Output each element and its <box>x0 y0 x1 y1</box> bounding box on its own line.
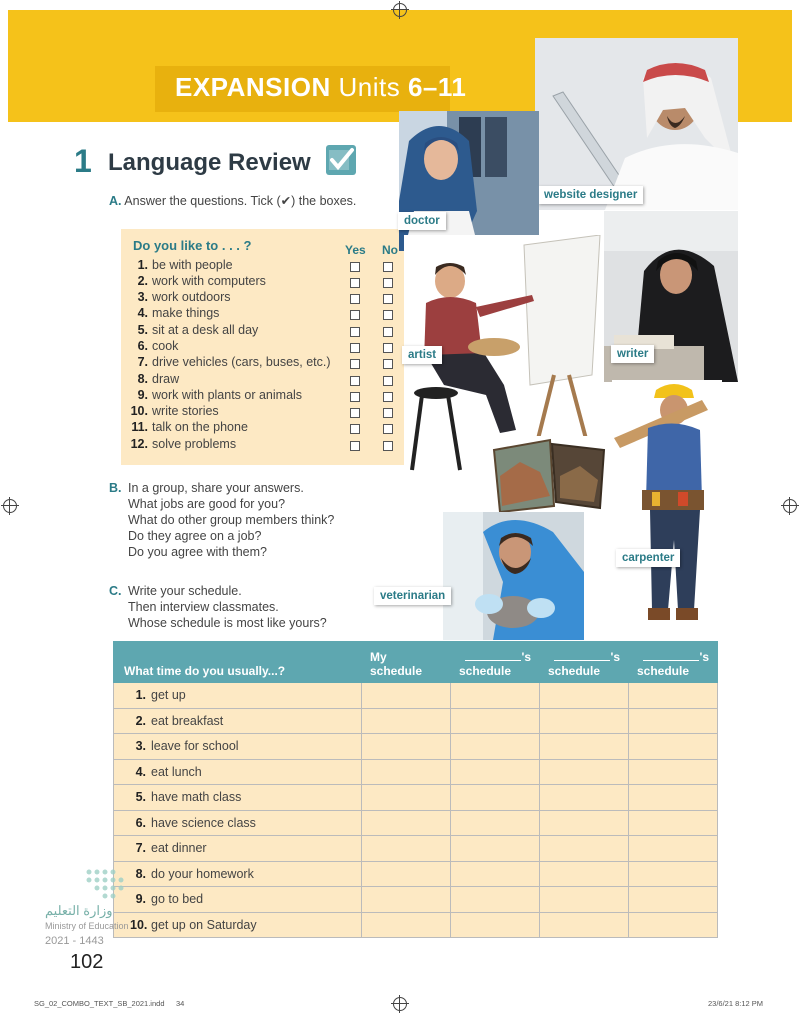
registration-mark-icon <box>393 3 407 17</box>
schedule-cell[interactable] <box>451 759 540 785</box>
item-text: work outdoors <box>152 290 231 304</box>
no-checkbox[interactable] <box>383 392 393 402</box>
item-text: sit at a desk all day <box>152 323 259 337</box>
website-designer-label: website designer <box>538 186 643 204</box>
row-number: 6. <box>135 815 146 830</box>
footer-file-page: 34 <box>176 999 185 1008</box>
yes-checkbox[interactable] <box>350 441 360 451</box>
classmate-schedule-header <box>451 642 540 683</box>
activity-text: eat dinner <box>151 841 207 856</box>
website-designer-photo <box>535 38 738 210</box>
schedule-cell[interactable] <box>629 683 718 709</box>
schedule-cell[interactable] <box>629 810 718 836</box>
part-a-letter: A. <box>109 194 122 208</box>
yes-checkbox[interactable] <box>350 327 360 337</box>
schedule-cell[interactable] <box>540 887 629 913</box>
row-number: 4. <box>135 764 146 779</box>
writer-label: writer <box>611 345 654 363</box>
no-checkbox[interactable] <box>383 441 393 451</box>
item-text: work with computers <box>152 274 266 288</box>
item-number: 12. <box>130 437 148 451</box>
schedule-cell[interactable] <box>362 734 451 760</box>
activity-cell <box>114 683 362 709</box>
yes-checkbox[interactable] <box>350 376 360 386</box>
possessive-suffix: 's <box>699 650 709 664</box>
schedule-cell[interactable] <box>540 683 629 709</box>
schedule-cell[interactable] <box>451 785 540 811</box>
schedule-cell[interactable] <box>451 912 540 938</box>
veterinarian-photo <box>443 512 584 640</box>
activity-cell <box>114 887 362 913</box>
carpenter-label: carpenter <box>616 549 680 567</box>
schedule-cell[interactable] <box>362 810 451 836</box>
schedule-cell[interactable] <box>629 708 718 734</box>
yes-checkbox[interactable] <box>350 359 360 369</box>
part-c-letter: C. <box>109 584 122 598</box>
classmate-schedule-header <box>540 642 629 683</box>
activity-cell <box>114 785 362 811</box>
item-number: 11. <box>131 420 148 434</box>
schedule-cell[interactable] <box>629 836 718 862</box>
schedule-cell[interactable] <box>629 759 718 785</box>
row-number: 7. <box>135 841 146 856</box>
schedule-label: schedule <box>637 664 690 678</box>
schedule-cell[interactable] <box>362 708 451 734</box>
no-checkbox[interactable] <box>383 262 393 272</box>
registration-mark-icon <box>3 499 17 513</box>
footer-file-name: SG_02_COMBO_TEXT_SB_2021.indd <box>34 999 165 1008</box>
schedule-cell[interactable] <box>540 785 629 811</box>
schedule-cell[interactable] <box>362 887 451 913</box>
yes-checkbox[interactable] <box>350 294 360 304</box>
likes-title: Do you like to . . . ? <box>133 238 252 253</box>
item-number: 3. <box>137 290 148 304</box>
activity-text: eat breakfast <box>151 713 224 728</box>
table-row <box>114 810 718 836</box>
schedule-cell[interactable] <box>629 734 718 760</box>
title-range: 6–11 <box>407 72 467 102</box>
ministry-year: 2021 - 1443 <box>45 935 104 947</box>
item-number: 2. <box>137 274 148 288</box>
schedule-cell[interactable] <box>451 734 540 760</box>
table-header-row <box>114 642 718 683</box>
schedule-cell[interactable] <box>540 759 629 785</box>
item-text: solve problems <box>152 437 237 451</box>
my-schedule-header <box>362 642 451 683</box>
activity-cell <box>114 861 362 887</box>
yes-checkbox[interactable] <box>350 278 360 288</box>
part-c-line: Whose schedule is most like yours? <box>128 616 327 630</box>
activity-text: have math class <box>151 790 242 805</box>
part-c-instruction <box>109 583 327 631</box>
footer-date-time: 23/6/21 8:12 PM <box>708 999 764 1008</box>
schedule-cell[interactable] <box>629 861 718 887</box>
part-b-line: What jobs are good for you? <box>128 497 286 511</box>
schedule-cell[interactable] <box>540 836 629 862</box>
no-checkbox[interactable] <box>383 278 393 288</box>
yes-checkbox[interactable] <box>350 392 360 402</box>
list-item <box>130 372 400 388</box>
list-item <box>130 274 400 290</box>
title-prefix: EXPANSION <box>175 72 331 102</box>
table-row <box>114 887 718 913</box>
row-number: 3. <box>135 739 146 754</box>
item-text: make things <box>152 306 220 320</box>
table-row <box>114 708 718 734</box>
name-blank[interactable] <box>554 649 610 661</box>
yes-checkbox[interactable] <box>350 310 360 320</box>
schedule-cell[interactable] <box>540 708 629 734</box>
part-b-line: What do other group members think? <box>128 513 335 527</box>
item-number: 5. <box>137 323 148 337</box>
row-number: 5. <box>135 790 146 805</box>
row-number: 8. <box>135 866 146 881</box>
list-item <box>130 339 400 355</box>
my-label: My <box>370 650 387 664</box>
yes-checkbox[interactable] <box>350 262 360 272</box>
item-text: work with plants or animals <box>152 388 303 402</box>
possessive-suffix: 's <box>610 650 620 664</box>
schedule-cell[interactable] <box>629 912 718 938</box>
schedule-cell[interactable] <box>362 683 451 709</box>
part-b-instruction <box>109 480 334 560</box>
doctor-photo <box>399 111 539 251</box>
paintings-photo <box>490 436 608 514</box>
list-item <box>130 404 400 420</box>
no-checkbox[interactable] <box>383 294 393 304</box>
item-number: 8. <box>137 372 148 386</box>
item-text: talk on the phone <box>152 420 248 434</box>
no-checkbox[interactable] <box>383 424 393 434</box>
schedule-cell[interactable] <box>451 810 540 836</box>
item-number: 6. <box>137 339 148 353</box>
row-number: 2. <box>135 713 146 728</box>
list-item <box>130 290 400 306</box>
activity-cell <box>114 759 362 785</box>
part-a-instruction <box>109 193 356 209</box>
page-number: 102 <box>70 951 104 973</box>
schedule-cell[interactable] <box>451 861 540 887</box>
schedule-cell[interactable] <box>362 759 451 785</box>
table-row <box>114 759 718 785</box>
name-blank[interactable] <box>643 649 699 661</box>
section-title: Language Review <box>108 149 311 176</box>
row-number: 1. <box>135 688 146 703</box>
schedule-cell[interactable] <box>540 912 629 938</box>
item-text: write stories <box>152 404 219 418</box>
no-checkbox[interactable] <box>383 343 393 353</box>
item-text: be with people <box>152 258 233 272</box>
item-number: 4. <box>137 306 148 320</box>
item-number: 9. <box>137 388 148 402</box>
schedule-cell[interactable] <box>540 861 629 887</box>
schedule-cell[interactable] <box>451 836 540 862</box>
yes-checkbox[interactable] <box>350 424 360 434</box>
no-checkbox[interactable] <box>383 310 393 320</box>
check-icon <box>326 145 356 175</box>
registration-mark-icon <box>393 997 407 1011</box>
schedule-cell[interactable] <box>451 708 540 734</box>
schedule-label: schedule <box>370 664 423 678</box>
activity-text: do your homework <box>151 866 254 881</box>
part-b-line: In a group, share your answers. <box>128 481 304 495</box>
activity-text: eat lunch <box>151 764 202 779</box>
yes-header: Yes <box>345 243 366 257</box>
doctor-label: doctor <box>398 212 446 230</box>
table-row <box>114 785 718 811</box>
activity-cell <box>114 836 362 862</box>
part-a-text: Answer the questions. Tick (✔) the boxes. <box>124 194 357 208</box>
table-row <box>114 836 718 862</box>
list-item <box>130 420 400 436</box>
possessive-suffix: 's <box>521 650 531 664</box>
schedule-cell[interactable] <box>629 887 718 913</box>
item-number: 10. <box>130 404 148 418</box>
schedule-cell[interactable] <box>451 683 540 709</box>
part-b-letter: B. <box>109 481 122 495</box>
section-number: 1 <box>74 143 92 179</box>
veterinarian-label: veterinarian <box>374 587 451 605</box>
ministry-name-english: Ministry of Education <box>45 921 129 931</box>
no-checkbox[interactable] <box>383 376 393 386</box>
table-row <box>114 683 718 709</box>
list-item <box>130 258 400 274</box>
schedule-cell[interactable] <box>540 734 629 760</box>
activity-text: leave for school <box>151 739 239 754</box>
carpenter-photo <box>612 380 722 642</box>
list-item <box>130 388 400 404</box>
schedule-cell[interactable] <box>362 785 451 811</box>
activity-text: get up on Saturday <box>151 917 257 932</box>
table-row <box>114 912 718 938</box>
schedule-cell[interactable] <box>629 785 718 811</box>
schedule-label: schedule <box>459 664 512 678</box>
item-number: 7. <box>137 355 148 369</box>
schedule-table <box>113 641 718 938</box>
list-item <box>130 323 400 339</box>
schedule-cell[interactable] <box>451 887 540 913</box>
yes-checkbox[interactable] <box>350 408 360 418</box>
part-c-line: Write your schedule. <box>128 584 242 598</box>
activity-cell <box>114 708 362 734</box>
page-title <box>175 72 466 103</box>
activity-text: get up <box>151 688 186 703</box>
activity-text: have science class <box>151 815 256 830</box>
item-text: cook <box>152 339 179 353</box>
no-checkbox[interactable] <box>383 408 393 418</box>
schedule-question-header: What time do you usually...? <box>114 642 362 683</box>
item-text: draw <box>152 372 180 386</box>
table-row <box>114 861 718 887</box>
schedule-cell[interactable] <box>362 861 451 887</box>
schedule-cell[interactable] <box>362 836 451 862</box>
schedule-label: schedule <box>548 664 601 678</box>
activity-text: go to bed <box>151 892 204 907</box>
schedule-cell[interactable] <box>362 912 451 938</box>
part-c-line: Then interview classmates. <box>128 600 279 614</box>
list-item <box>130 355 400 371</box>
part-b-line: Do you agree with them? <box>128 545 267 559</box>
row-number: 9. <box>135 892 146 907</box>
row-number: 10. <box>130 917 148 932</box>
list-item <box>130 306 400 322</box>
list-item <box>130 437 400 453</box>
activity-cell <box>114 734 362 760</box>
item-text: drive vehicles (cars, buses, etc.) <box>152 355 331 369</box>
artist-label: artist <box>402 346 442 364</box>
title-units: Units <box>338 72 401 102</box>
name-blank[interactable] <box>465 649 521 661</box>
registration-mark-icon <box>783 499 797 513</box>
ministry-name-arabic: وزارة التعليم <box>45 903 113 918</box>
schedule-cell[interactable] <box>540 810 629 836</box>
no-header: No <box>382 243 398 257</box>
classmate-schedule-header <box>629 642 718 683</box>
no-checkbox[interactable] <box>383 359 393 369</box>
table-row <box>114 734 718 760</box>
no-checkbox[interactable] <box>383 327 393 337</box>
activity-cell <box>114 912 362 938</box>
item-number: 1. <box>137 258 148 272</box>
yes-checkbox[interactable] <box>350 343 360 353</box>
part-b-line: Do they agree on a job? <box>128 529 262 543</box>
activity-cell <box>114 810 362 836</box>
